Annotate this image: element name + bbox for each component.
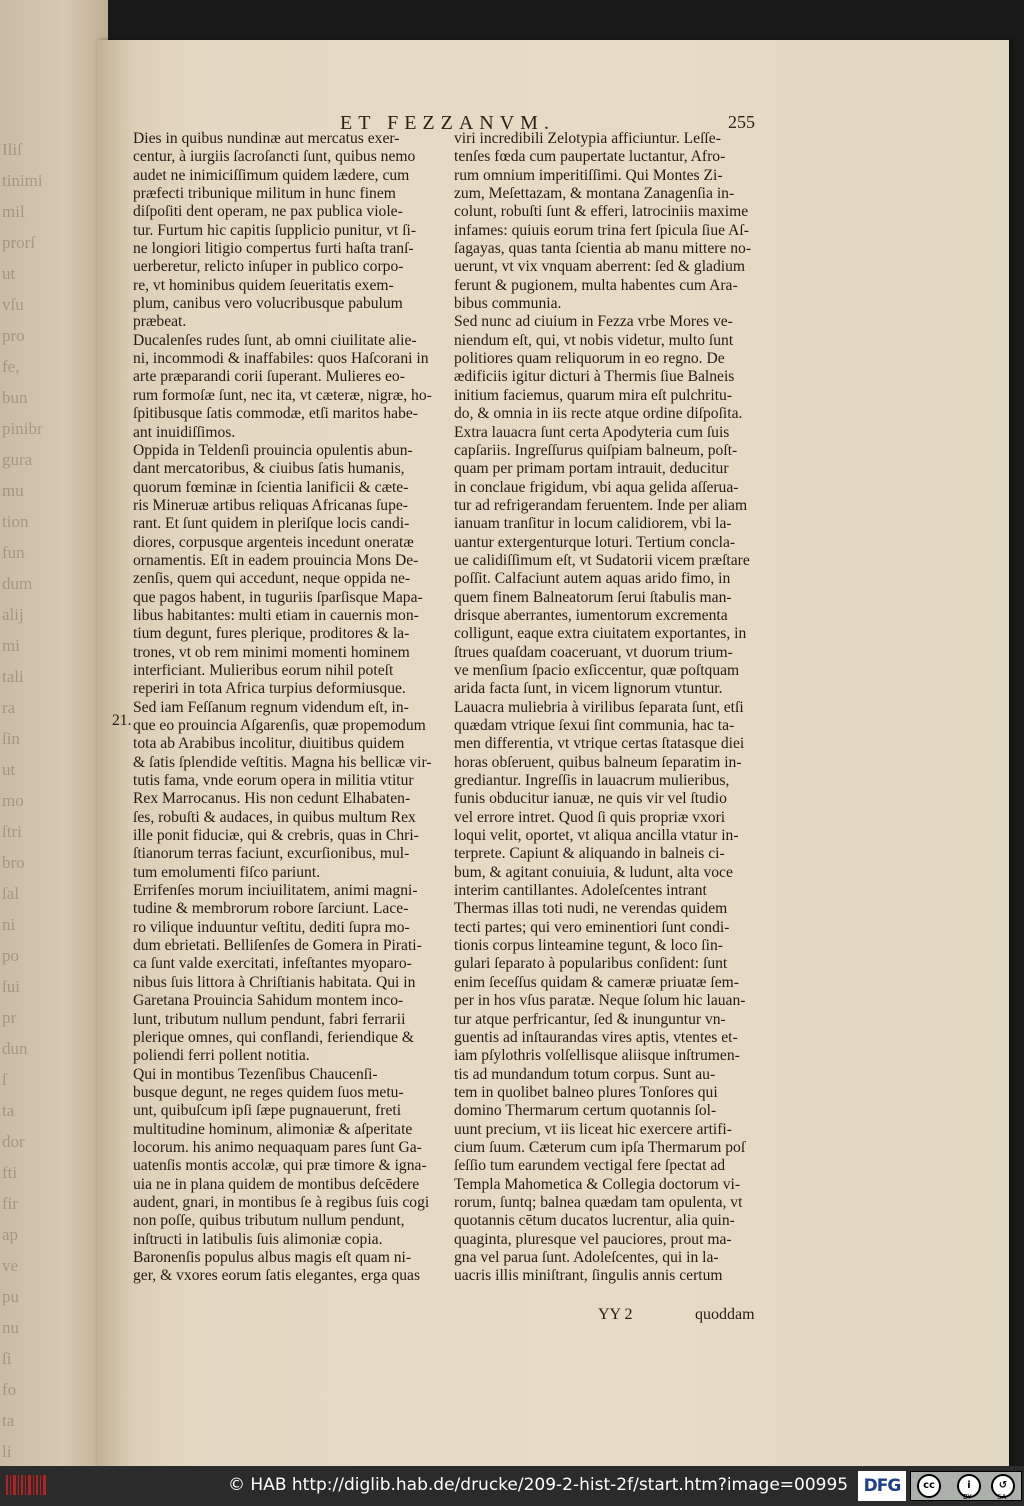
- text-line: audet ne inimiciſſimum quidem lædere, cum: [133, 166, 410, 184]
- copyright-url[interactable]: © HAB http://diglib.hab.de/drucke/209-2-hist-2f/start.htm?image=00995: [228, 1475, 849, 1495]
- text-line: tenſes fœda cum paupertate luctantur, Afro-: [454, 148, 726, 166]
- previous-page-fragment: ap: [2, 1225, 19, 1244]
- text-line: iam pſylothris volſellisque aliisque inſtrumen-: [454, 1047, 740, 1065]
- previous-page-fragment: ta: [2, 1411, 15, 1430]
- text-line: Baronenſis populus albus magis eſt quam ni-: [133, 1248, 412, 1266]
- text-line: reperiri in tota Africa turpius deformiusque.: [133, 680, 406, 698]
- text-line: trones, vt ob rem minimi momenti hominem: [133, 643, 410, 661]
- previous-page-fragment: ſui: [2, 977, 20, 996]
- text-line: Oppida in Teldenſi prouincia opulentis abun-: [133, 441, 413, 459]
- previous-page-fragment: fo: [2, 1380, 17, 1399]
- text-line: men differentia, vt vtrique certas ſtatasque diei: [454, 735, 745, 753]
- previous-page-fragment: ut: [2, 760, 16, 779]
- text-line: grediantur. Ingreſſis in lauacrum mulieribus,: [454, 772, 730, 790]
- text-line: drisque aberrantes, iumentorum excrementa: [454, 606, 728, 624]
- text-line: dum ebrietati. Belliſenſes de Gomera in Pirati-: [133, 937, 422, 955]
- text-line: ro vilique induuntur veſtitu, dediti ſupra mo-: [133, 918, 410, 936]
- text-line: Ducalenſes rudes ſunt, ab omni ciuilitate alie-: [133, 331, 417, 349]
- previous-page-edge: [0, 0, 108, 1466]
- previous-page-fragment: bro: [2, 853, 25, 872]
- text-line: tur. Furtum hic capitis ſupplicio punitur, vt ſi-: [133, 221, 417, 239]
- previous-page-fragment: ſi: [2, 1349, 12, 1368]
- text-line: tecti partes; qui vero eminentiori ſunt condi-: [454, 918, 730, 936]
- text-line: tur ad refrigerandam feruentem. Inde per aliam: [454, 496, 748, 514]
- margin-number: 21.: [112, 712, 132, 729]
- text-line: Errifenſes morum inciuilitatem, animi magni-: [133, 882, 418, 900]
- previous-page-fragment: ſin: [2, 729, 20, 748]
- text-line: Sed iam Feſſanum regnum videndum eſt, in-: [133, 698, 409, 716]
- text-line: nibus ſuis littora à Chriſtianis habitata. Qui in: [133, 973, 416, 991]
- text-line: ianuam tranſitur in locum calidiorem, vbi la-: [454, 515, 732, 533]
- text-line: quaginta, pluresque vel pauciores, prout ma-: [454, 1230, 732, 1248]
- text-line: rant. Et ſunt quidem in pleriſque locis candi-: [133, 515, 410, 533]
- page-number: 255: [728, 112, 755, 132]
- text-line: tota ab Arabibus incolitur, diuitibus quidem: [133, 735, 405, 753]
- text-line: uerunt, vt vix vnquam aberrent: ſed & gladium: [454, 258, 746, 276]
- cc-sa-label: SA: [997, 1493, 1007, 1501]
- catchword: quoddam: [695, 1306, 755, 1323]
- text-line: capſariis. Ingreſſurus quiſpiam balneum, poſt-: [454, 441, 738, 459]
- previous-page-fragment: pu: [2, 1287, 19, 1306]
- text-line: tudine & membrorum robore ſarciunt. Lace-: [133, 900, 409, 918]
- text-line: quædam vtrique ſexui ſint communia, hac ta-: [454, 717, 735, 734]
- text-line: niendum eſt, qui, vt nobis videtur, multo ſunt: [454, 331, 734, 349]
- previous-page-fragment: fir: [2, 1194, 19, 1213]
- text-line: tutis fama, vnde eorum opera in militia vtitur: [133, 772, 414, 790]
- text-line: interim cantillantes. Adoleſcentes intrant: [454, 882, 707, 900]
- text-line: Garetana Prouincia Sahidum montem inco-: [133, 992, 404, 1010]
- text-line: quotannis cētum ducatos lucrentur, alia quin-: [454, 1212, 735, 1230]
- previous-page-fragment: bun: [2, 388, 28, 407]
- share-alike-icon: ↺: [991, 1474, 1015, 1498]
- text-line: ue calidiſſimum eſt, vt Sudatorii vicem præſtare: [454, 551, 750, 569]
- text-line: bibus communia.: [454, 295, 562, 313]
- dfg-logo[interactable]: DFG: [858, 1471, 906, 1501]
- text-line: plerique omnes, qui conflandi, feriendique &: [133, 1028, 415, 1046]
- text-line: non poſſe, quibus tributum nullum pendunt,: [133, 1212, 405, 1230]
- text-line: busque degunt, ne reges quidem ſuos metu-: [133, 1083, 404, 1101]
- text-line: Sed nunc ad ciuium in Fezza vrbe Mores ve-: [454, 313, 733, 331]
- text-line: libus habitantes: multi etiam in cauernis mon-: [133, 606, 419, 624]
- text-line: arte præparandi corii ſuperant. Mulieres eo-: [133, 368, 405, 386]
- previous-page-fragment: ta: [2, 1101, 15, 1120]
- text-line: tem in quolibet balneo plures Tonſores qui: [454, 1083, 718, 1101]
- text-line: gna vel parua ſunt. Adoleſcentes, qui in la-: [454, 1248, 719, 1266]
- previous-page-fragment: fun: [2, 543, 25, 562]
- text-line: tum emolumenti fiſco pariunt.: [133, 863, 321, 881]
- previous-page-fragment: vſu: [2, 295, 24, 314]
- text-line: re, vt hominibus quidem ſeueritatis exem-: [133, 276, 394, 294]
- text-line: rorum, ſuntq; balnea quædam tam opulenta, vt: [454, 1193, 743, 1211]
- previous-page-fragment: dun: [2, 1039, 28, 1058]
- text-line: ger, & vxores eorum ſatis elegantes, erga quas: [133, 1267, 421, 1285]
- running-head: ET FEZZANVM.: [340, 112, 555, 134]
- text-line: gulari ſeparato à popularibus conſident: ſunt: [454, 955, 728, 973]
- text-line: ſtianorum terras faciunt, excurſionibus, mul-: [133, 845, 410, 863]
- text-line: poſſit. Calfaciunt autem aquas arido fimo, in: [454, 570, 731, 588]
- text-line: ſpitibusque ſatis commodæ, etſi maritos habe-: [133, 405, 418, 423]
- text-line: do, & omnia in iis recte atque ordine diſpoſita.: [454, 405, 743, 423]
- text-line: ille ponit fiduciæ, qui & crebris, quas in Chri-: [133, 827, 419, 845]
- text-line: uatenſis montis accolæ, qui præ timore & igna-: [133, 1157, 427, 1175]
- text-line: tionis corpus linteamine tegunt, & loco ſin-: [454, 937, 723, 955]
- attribution-icon: i: [957, 1474, 981, 1498]
- previous-page-fragment: pro: [2, 326, 25, 345]
- text-line: tium degunt, fures plerique, proditores & la-: [133, 625, 410, 643]
- text-line: in conclaue frigidum, vbi aqua gelida aſſerua-: [454, 478, 739, 496]
- text-line: que eo prouincia Aſgarenſis, quæ propemodum: [133, 717, 426, 734]
- previous-page-fragment: ſal: [2, 884, 19, 903]
- text-line: Thermas illas toti nudi, ne verendas quidem: [454, 900, 728, 918]
- text-line: locorum. his animo nequaquam pares ſunt Ga-: [133, 1138, 422, 1156]
- previous-page-fragment: mi: [2, 636, 20, 655]
- signature-mark: YY 2: [598, 1306, 633, 1323]
- text-line: rum omnium imperitiſſimi. Qui Montes Zi-: [454, 166, 723, 184]
- text-line: viri incredibili Zelotypia afficiuntur. Leſſe-: [454, 130, 721, 147]
- text-line: inſtructi in latibulis ſuis alimoniæ copia.: [133, 1230, 383, 1248]
- text-line: colligunt, eaque extra ciuitatem exportantes, in: [454, 625, 747, 643]
- text-line: cium ſuum. Cæterum cum ipſa Thermarum poſ: [454, 1138, 746, 1156]
- text-line: centur, à iurgiis ſacroſancti ſunt, quibus nemo: [133, 148, 416, 166]
- previous-page-fragment: tali: [2, 667, 24, 686]
- text-line: quam per primam portam intrauit, deducitur: [454, 460, 729, 478]
- text-line: uia ne in plana quidem de montibus deſcēdere: [133, 1175, 420, 1193]
- text-line: quem finem Balneatorum ſerui ſtabulis man-: [454, 588, 732, 606]
- text-line: præbeat.: [133, 313, 187, 331]
- text-line: uunt precium, vt iis liceat hic exercere artifi-: [454, 1120, 732, 1138]
- text-line: tis ad mundandum totum corpus. Sunt au-: [454, 1065, 716, 1083]
- text-line: ve menſium ſpacio exſiccentur, quæ poſtquam: [454, 661, 740, 679]
- text-line: Dies in quibus nundinæ aut mercatus exer-: [133, 130, 400, 147]
- text-line: per in hos vſus paratæ. Neque ſolum hic lauan-: [454, 992, 746, 1010]
- text-line: enim ſeceſſus quidam & cameræ priuatæ ſem-: [454, 973, 739, 991]
- text-line: uerberetur, relicto inſuper in publico corpo-: [133, 258, 404, 276]
- text-line: guentis ad inſtaurandas vires aptis, vtentes et-: [454, 1028, 738, 1046]
- text-line: unt, quibuſcum ipſi ſæpe pugnauerunt, freti: [133, 1102, 402, 1120]
- text-line: infames: quiuis eorum trina fert ſpicula ſiue Aſ-: [454, 221, 749, 239]
- viewer-footer: [0, 1466, 1024, 1506]
- text-line: ant inuidiſſimos.: [133, 423, 236, 441]
- previous-page-fragment: tinimi: [2, 171, 43, 190]
- previous-page-fragment: gura: [2, 450, 33, 469]
- text-line: horas obſeruent, quibus balneum ſeparatim in-: [454, 753, 742, 771]
- text-line: plum, canibus vero volucribusque pabulum: [133, 295, 403, 313]
- text-line: que pagos habent, in tuguriis ſparſisque Mapa-: [133, 588, 423, 606]
- text-line: ni, incommodi & inaffabiles: quos Haſcorani in: [133, 350, 429, 368]
- previous-page-fragment: mo: [2, 791, 24, 810]
- text-line: ferunt & pugionem, multa habentes cum Ara-: [454, 276, 738, 294]
- cc-license-badge[interactable]: [910, 1471, 1022, 1501]
- text-line: domino Thermarum certum quotannis ſol-: [454, 1102, 717, 1120]
- text-line: ſagayas, quas tanta ſcientia ab manu mittere no-: [454, 240, 752, 258]
- text-line: præfecti tribunique militum in hunc finem: [133, 185, 396, 203]
- text-line: bum, & agitant conuiuia, & ludunt, alta voce: [454, 863, 733, 881]
- text-line: ſtrues quaſdam coaceruant, vt duorum trium-: [454, 643, 733, 661]
- previous-page-fragment: fti: [2, 1163, 18, 1182]
- text-line: diſpoſiti dent operam, ne pax publica viole-: [133, 203, 403, 221]
- text-line: ædificiis igitur dicturi à Thermis ſiue Balneis: [454, 368, 735, 386]
- text-line: Lauacra muliebria à virilibus ſeparata ſunt, etſi: [454, 698, 744, 716]
- text-line: ornamentis. Eſt in eadem prouincia Mons De-: [133, 551, 419, 569]
- previous-page-fragment: ni: [2, 915, 16, 934]
- previous-page-fragment: alij: [2, 605, 24, 624]
- previous-page-fragment: prorſ: [2, 233, 36, 252]
- text-line: quorum fœminæ in ſcientia lanificii & cæte-: [133, 478, 409, 496]
- text-line: ca ſunt valde exercitati, infeſtantes myoparo-: [133, 955, 412, 973]
- previous-page-fragment: dor: [2, 1132, 25, 1151]
- previous-page-fragment: tion: [2, 512, 29, 531]
- text-line: terprete. Capiunt & aliquando in balneis ci-: [454, 845, 725, 863]
- previous-page-fragment: Iliſ: [2, 140, 22, 159]
- previous-page-fragment: pinibr: [2, 419, 43, 438]
- text-line: ne longiori litigio compertus furti haſta tranſ-: [133, 240, 414, 258]
- text-line: audent, gnari, in montibus ſe à regibus ſuis cogi: [133, 1193, 430, 1211]
- text-line: vel errore intret. Quod ſi quis propriæ vxori: [454, 808, 726, 826]
- previous-page-fragment: ſ: [2, 1070, 7, 1089]
- text-line: colunt, robuſti ſunt & efferi, latrociniis maxime: [454, 203, 749, 221]
- previous-page-fragment: nu: [2, 1318, 19, 1337]
- text-line: poliendi ferri pollent notitia.: [133, 1047, 310, 1065]
- text-line: Extra lauacra ſunt certa Apodyteria cum ſuis: [454, 423, 730, 441]
- text-line: arida facta ſunt, in vicem lignorum vtuntur.: [454, 680, 723, 698]
- text-line: funis obducitur ianuæ, ne quis vir vel ſtudio: [454, 790, 727, 808]
- text-line: rum formoſæ ſunt, nec ita, vt cæteræ, nigræ, ho-: [133, 386, 432, 404]
- text-line: initium faciemus, quarum mira eſt pulchritu-: [454, 386, 733, 404]
- previous-page-fragment: mil: [2, 202, 25, 221]
- previous-page-fragment: fe,: [2, 357, 20, 376]
- cc-icon: cc: [917, 1474, 941, 1498]
- text-line: Rex Marrocanus. His non cedunt Elhabaten-: [133, 790, 411, 808]
- text-column-right: [454, 130, 764, 1286]
- text-line: Qui in montibus Tezenſibus Chaucenſi-: [133, 1065, 378, 1083]
- previous-page-fragment: ut: [2, 264, 16, 283]
- previous-page-fragment: ſtri: [2, 822, 22, 841]
- previous-page-fragment: li: [2, 1442, 12, 1461]
- previous-page-fragment: mu: [2, 481, 24, 500]
- cc-by-label: BY: [963, 1493, 972, 1501]
- text-line: zum, Meſettazam, & montana Zanagenſia in-: [454, 185, 735, 203]
- previous-page-fragment: pr: [2, 1008, 17, 1027]
- text-line: dant mercatoribus, & ciuibus ſatis humanis,: [133, 460, 405, 478]
- text-line: zenſis, quem qui accedunt, neque oppida ne-: [133, 570, 411, 588]
- text-column-left: [133, 130, 443, 1286]
- text-line: uantur extergenturque loturi. Tertium concla-: [454, 533, 736, 551]
- barcode-logo-icon: [4, 1471, 48, 1499]
- text-line: loqui velit, oportet, vt aliqua ancilla vtatur in-: [454, 827, 739, 845]
- previous-page-fragment: ra: [2, 698, 16, 717]
- text-line: tur atque perfricantur, ſed & inunguntur vn-: [454, 1010, 726, 1028]
- text-line: ſes, robuſti & audaces, in quibus multum Rex: [133, 808, 416, 826]
- text-line: lunt, tributum nullum pendunt, fabri ferrarii: [133, 1010, 406, 1028]
- text-line: multitudine hominum, alimoniæ & aſperitate: [133, 1120, 413, 1138]
- text-line: ſeſſio tum earundem vectigal fere ſpectat ad: [454, 1157, 726, 1175]
- text-line: & ſatis ſplendide veſtitis. Magna his bellicæ vir-: [133, 753, 432, 771]
- previous-page-fragment: po: [2, 946, 19, 965]
- text-line: diores, corpusque argenteis incedunt oneratæ: [133, 533, 414, 551]
- text-line: Templa Mahometica & Collegia doctorum vi-: [454, 1175, 741, 1193]
- text-line: ris Mineruæ artibus reliquas Africanas ſupe-: [133, 496, 408, 514]
- text-line: politiores quam reliquorum in eo regno. De: [454, 350, 725, 368]
- previous-page-fragment: dum: [2, 574, 33, 593]
- text-line: interficiant. Mulieribus eorum nihil poteſt: [133, 661, 394, 679]
- text-line: uacris illis miniſtrant, ſingulis annis certum: [454, 1267, 723, 1285]
- previous-page-fragment: ve: [2, 1256, 19, 1275]
